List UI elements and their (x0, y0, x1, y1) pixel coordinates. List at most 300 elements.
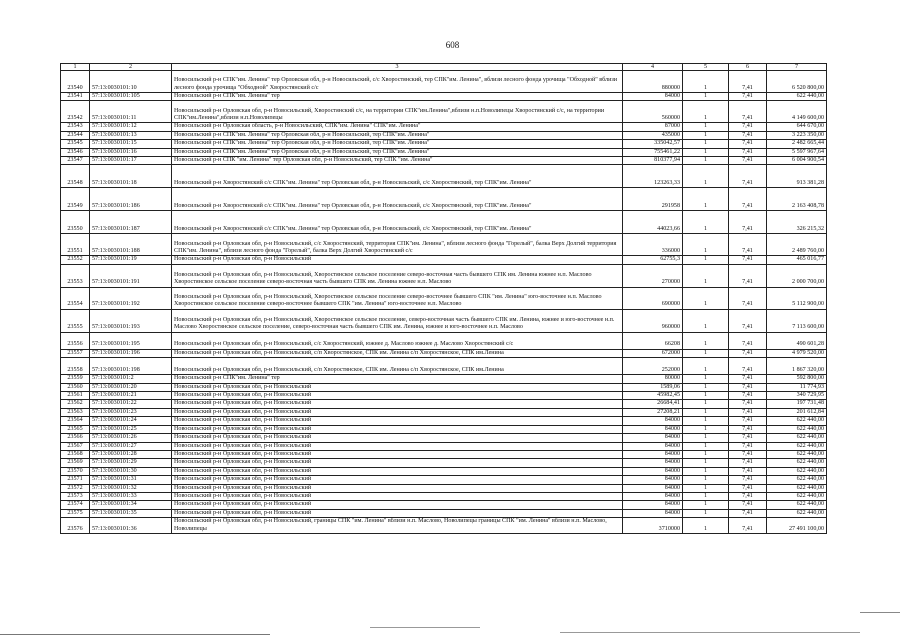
table-row (61, 287, 827, 309)
value-cell: 622 440,00 (767, 450, 827, 458)
area-cell: 880000 (623, 71, 683, 93)
area-cell: 27208,21 (623, 408, 683, 416)
value-cell: 340 729,95 (767, 392, 827, 400)
row-number-cell: 23559 (61, 375, 90, 383)
table-row (61, 476, 827, 484)
area-cell: 66208 (623, 332, 683, 349)
row-number-cell: 23567 (61, 442, 90, 450)
area-cell: 84000 (623, 501, 683, 509)
location-cell: Новосильский р-н Хворостянский с/с СПК"им. Ленина" тер Орловская обл, р-н Новосильский, с/с Хворостянский, тер СПК"им. Ленина" (172, 165, 623, 188)
row-number-cell: 23556 (61, 332, 90, 349)
value-cell: 622 440,00 (767, 476, 827, 484)
area-cell: 123263,33 (623, 165, 683, 188)
location-cell: Новосильский р-н Орловская обл, р-н Новосильский (172, 256, 623, 264)
table-row (61, 509, 827, 517)
area-cell: 810377,94 (623, 157, 683, 165)
row-number-cell: 23550 (61, 211, 90, 234)
row-number-cell: 23545 (61, 140, 90, 148)
rate-cell: 7,41 (729, 400, 767, 408)
table-row (61, 264, 827, 287)
column-number: 2 (90, 64, 172, 71)
value-cell: 644 670,00 (767, 123, 827, 131)
table-row (61, 417, 827, 425)
value-cell: 2 163 408,78 (767, 188, 827, 211)
area-cell: 755461,22 (623, 148, 683, 156)
row-number-cell: 23575 (61, 509, 90, 517)
value-cell: 4 149 600,00 (767, 101, 827, 123)
location-cell: Новосильский р-н Орловская обл, р-н Новосильский, с/с Хворостянский, территория СПК"им. Ленина", вблизи лесного фонда "Горелый", балка Верх Долгий территория СПК"им. Ленина", вблизи лесного фонда "Горелый", балка Верх Долгий Хворостянский с/с (172, 234, 623, 256)
value-cell: 622 440,00 (767, 93, 827, 101)
row-number-cell: 23568 (61, 450, 90, 458)
coefficient-cell: 1 (683, 211, 729, 234)
value-cell: 1 867 320,00 (767, 358, 827, 375)
row-number-cell: 23562 (61, 400, 90, 408)
rate-cell: 7,41 (729, 442, 767, 450)
area-cell: 291958 (623, 188, 683, 211)
rate-cell: 7,41 (729, 148, 767, 156)
rate-cell: 7,41 (729, 434, 767, 442)
location-cell: Новосильский р-н Орловская обл, р-н Новосильский (172, 509, 623, 517)
cadastral-number-cell: 57:13:0030101:16 (90, 148, 172, 156)
row-number-cell: 23571 (61, 476, 90, 484)
value-cell: 622 440,00 (767, 501, 827, 509)
coefficient-cell: 1 (683, 287, 729, 309)
row-number-cell: 23542 (61, 101, 90, 123)
location-cell: Новосильский р-н СПК"им. Ленина" тер Орловская обл, р-н Новосильский, с/с Хворостянский, тер СПК"им. Ленина", вблизи лесного фонда урочища "Обходной" вблизи лесного фонда урочища "Обходной" Хворостянский с/с (172, 71, 623, 93)
bottom-rule (370, 627, 480, 628)
coefficient-cell: 1 (683, 476, 729, 484)
table-row (61, 349, 827, 357)
coefficient-cell: 1 (683, 131, 729, 139)
row-number-cell: 23547 (61, 157, 90, 165)
location-cell: Новосильский р-н Орловская обл, р-н Новосильский, с/с Хворостянский, южнее д. Маслово южнее д. Маслово Хворостянский с/с (172, 332, 623, 349)
value-cell: 6 004 900,54 (767, 157, 827, 165)
location-cell: Новосильский р-н Орловская обл, р-н Новосильский, Хворостянское сельское поселение, северо-восточная часть бывшего СПК им. Ленина, южнее и юго-восточнее н.п. Маслово Хворостянское сельское поселение, северо-восточная часть бывшего СПК им. Ленина, южнее и юго-восточнее н.п. Маслово (172, 309, 623, 332)
value-cell: 622 440,00 (767, 459, 827, 467)
rate-cell: 7,41 (729, 165, 767, 188)
cadastral-number-cell: 57:13:0030101:195 (90, 332, 172, 349)
coefficient-cell: 1 (683, 358, 729, 375)
coefficient-cell: 1 (683, 450, 729, 458)
coefficient-cell: 1 (683, 492, 729, 500)
coefficient-cell: 1 (683, 123, 729, 131)
rate-cell: 7,41 (729, 101, 767, 123)
area-cell: 84000 (623, 459, 683, 467)
rate-cell: 7,41 (729, 332, 767, 349)
value-cell: 5 597 967,64 (767, 148, 827, 156)
rate-cell: 7,41 (729, 93, 767, 101)
coefficient-cell: 1 (683, 93, 729, 101)
location-cell: Новосильский р-н Орловская обл, р-н Новосильский (172, 417, 623, 425)
column-number: 3 (172, 64, 623, 71)
value-cell: 592 800,00 (767, 375, 827, 383)
area-cell: 435000 (623, 131, 683, 139)
table-row (61, 71, 827, 93)
rate-cell: 7,41 (729, 234, 767, 256)
rate-cell: 7,41 (729, 459, 767, 467)
cadastral-number-cell: 57:13:0030101:15 (90, 140, 172, 148)
table-row (61, 375, 827, 383)
coefficient-cell: 1 (683, 71, 729, 93)
rate-cell: 7,41 (729, 309, 767, 332)
area-cell: 84000 (623, 442, 683, 450)
row-number-cell: 23565 (61, 425, 90, 433)
cadastral-number-cell: 57:13:0030101:20 (90, 383, 172, 391)
coefficient-cell: 1 (683, 188, 729, 211)
row-number-cell: 23570 (61, 467, 90, 475)
cadastral-number-cell: 57:13:0030101:24 (90, 417, 172, 425)
rate-cell: 7,41 (729, 157, 767, 165)
rate-cell: 7,41 (729, 349, 767, 357)
row-number-cell: 23543 (61, 123, 90, 131)
row-number-cell: 23566 (61, 434, 90, 442)
table-row (61, 165, 827, 188)
location-cell: Новосильский р-н Хворостянский с/с СПК"им. Ленина" тер Орловская обл, р-н Новосильский, с/с Хворостянский, тер СПК"им. Ленина" (172, 188, 623, 211)
area-cell: 335042,57 (623, 140, 683, 148)
coefficient-cell: 1 (683, 349, 729, 357)
coefficient-cell: 1 (683, 165, 729, 188)
row-number-cell: 23574 (61, 501, 90, 509)
location-cell: Новосильский р-н Орловская обл, р-н Новосильский (172, 450, 623, 458)
table-row (61, 383, 827, 391)
cadastral-number-cell: 57:13:0030101:191 (90, 264, 172, 287)
rate-cell: 7,41 (729, 467, 767, 475)
rate-cell: 7,41 (729, 358, 767, 375)
area-cell: 87000 (623, 123, 683, 131)
coefficient-cell: 1 (683, 332, 729, 349)
location-cell: Новосильский р-н СПК"им. Ленина" тер (172, 93, 623, 101)
value-cell: 465 016,77 (767, 256, 827, 264)
coefficient-cell: 1 (683, 417, 729, 425)
cadastral-number-cell: 57:13:0030101:33 (90, 492, 172, 500)
location-cell: Новосильский р-н Орловская обл, р-н Новосильский, Хворостянское сельское поселение северо-восточная часть бывшего СПК им. Ленина южнее н.п. Маслово Хворостянское сельское поселение северо-восточная часть бывшего СПК им. Ленина южнее н.п. Маслово (172, 264, 623, 287)
location-cell: Новосильский р-н Орловская обл, р-н Новосильский (172, 501, 623, 509)
rate-cell: 7,41 (729, 71, 767, 93)
rate-cell: 7,41 (729, 140, 767, 148)
rate-cell: 7,41 (729, 408, 767, 416)
cadastral-number-cell: 57:13:0030101:29 (90, 459, 172, 467)
location-cell: Новосильский р-н Орловская обл, р-н Новосильский (172, 459, 623, 467)
cadastral-number-cell: 57:13:0030101:13 (90, 131, 172, 139)
location-cell: Новосильский р-н СПК"им. Ленина" тер (172, 375, 623, 383)
coefficient-cell: 1 (683, 400, 729, 408)
bottom-rule (560, 632, 860, 633)
cadastral-number-cell: 57:13:0030101:32 (90, 484, 172, 492)
table-row (61, 408, 827, 416)
table-row (61, 140, 827, 148)
cadastral-number-cell: 57:13:0030101:193 (90, 309, 172, 332)
area-cell: 1589,06 (623, 383, 683, 391)
table-row (61, 442, 827, 450)
coefficient-cell: 1 (683, 518, 729, 534)
table-row (61, 309, 827, 332)
page-number: 608 (445, 40, 460, 50)
table-row (61, 131, 827, 139)
value-cell: 197 731,48 (767, 400, 827, 408)
row-number-cell: 23551 (61, 234, 90, 256)
rate-cell: 7,41 (729, 264, 767, 287)
column-number: 6 (729, 64, 767, 71)
table-row (61, 256, 827, 264)
land-plot-table (60, 63, 827, 534)
value-cell: 622 440,00 (767, 425, 827, 433)
rate-cell: 7,41 (729, 256, 767, 264)
area-cell: 84000 (623, 509, 683, 517)
rate-cell: 7,41 (729, 425, 767, 433)
value-cell: 27 491 100,00 (767, 518, 827, 534)
rate-cell: 7,41 (729, 123, 767, 131)
location-cell: Новосильский р-н Орловская область, р-н Новосильский, СПК"им. Ленина" СПК"им. Ленина" (172, 123, 623, 131)
table-row (61, 484, 827, 492)
location-cell: Новосильский р-н Орловская обл, р-н Новосильский (172, 434, 623, 442)
coefficient-cell: 1 (683, 392, 729, 400)
coefficient-cell: 1 (683, 484, 729, 492)
table-row (61, 148, 827, 156)
table-body (61, 71, 827, 534)
location-cell: Новосильский р-н Орловская обл, р-н Новосильский (172, 408, 623, 416)
area-cell: 84000 (623, 93, 683, 101)
table-row (61, 157, 827, 165)
cadastral-number-cell: 57:13:0030101:27 (90, 442, 172, 450)
row-number-cell: 23557 (61, 349, 90, 357)
location-cell: Новосильский р-н Орловская обл, р-н Новосильский (172, 425, 623, 433)
table-row (61, 492, 827, 500)
cadastral-number-cell: 57:13:0030101:36 (90, 518, 172, 534)
value-cell: 913 381,28 (767, 165, 827, 188)
location-cell: Новосильский р-н Орловская обл, р-н Новосильский, Хворостянский с/с, на территории СПК"им.Ленина",вблизи н.п.Новолипецы Хворостянский с/с, на территории СПК"им.Ленина",вблизи н.п.Новолипецы (172, 101, 623, 123)
coefficient-cell: 1 (683, 442, 729, 450)
coefficient-cell: 1 (683, 157, 729, 165)
area-cell: 84000 (623, 484, 683, 492)
rate-cell: 7,41 (729, 211, 767, 234)
location-cell: Новосильский р-н Орловская обл, р-н Новосильский (172, 492, 623, 500)
area-cell: 84000 (623, 476, 683, 484)
table-row (61, 211, 827, 234)
value-cell: 622 440,00 (767, 509, 827, 517)
row-number-cell: 23544 (61, 131, 90, 139)
row-number-cell: 23558 (61, 358, 90, 375)
rate-cell: 7,41 (729, 501, 767, 509)
cadastral-number-cell: 57:13:0030101:105 (90, 93, 172, 101)
area-cell: 80000 (623, 375, 683, 383)
area-cell: 672000 (623, 349, 683, 357)
cadastral-number-cell: 57:13:0030101:34 (90, 501, 172, 509)
value-cell: 622 440,00 (767, 434, 827, 442)
value-cell: 201 612,84 (767, 408, 827, 416)
column-number-row (61, 64, 827, 71)
cadastral-number-cell: 57:13:0030101:11 (90, 101, 172, 123)
location-cell: Новосильский р-н Орловская обл, р-н Новосильский, с/п Хворостянское, СПК им. Ленина с/п Хворостянское, СПК им.Ленина (172, 349, 623, 357)
area-cell: 44023,66 (623, 211, 683, 234)
area-cell: 84000 (623, 467, 683, 475)
area-cell: 26684,41 (623, 400, 683, 408)
table-row (61, 425, 827, 433)
location-cell: Новосильский р-н Орловская обл, р-н Новосильский (172, 484, 623, 492)
bottom-rule (0, 634, 270, 635)
column-number: 1 (61, 64, 90, 71)
table-row (61, 434, 827, 442)
row-number-cell: 23548 (61, 165, 90, 188)
area-cell: 3710000 (623, 518, 683, 534)
column-number: 5 (683, 64, 729, 71)
row-number-cell: 23546 (61, 148, 90, 156)
row-number-cell: 23563 (61, 408, 90, 416)
area-cell: 45982,45 (623, 392, 683, 400)
rate-cell: 7,41 (729, 450, 767, 458)
row-number-cell: 23573 (61, 492, 90, 500)
value-cell: 622 440,00 (767, 492, 827, 500)
location-cell: Новосильский р-н Орловская обл, р-н Новосильский, границы СПК "им. Ленина" вблизи н.п. Маслово, Новолипецы границы СПК "им. Ленина" вблизи н.п. Маслово, Новолипецы (172, 518, 623, 534)
area-cell: 84000 (623, 425, 683, 433)
table-row (61, 501, 827, 509)
table-row (61, 467, 827, 475)
rate-cell: 7,41 (729, 392, 767, 400)
coefficient-cell: 1 (683, 434, 729, 442)
value-cell: 326 215,32 (767, 211, 827, 234)
cadastral-number-cell: 57:13:0030101:26 (90, 434, 172, 442)
row-number-cell: 23554 (61, 287, 90, 309)
table-row (61, 392, 827, 400)
row-number-cell: 23541 (61, 93, 90, 101)
bottom-rule (860, 612, 900, 613)
table-row (61, 459, 827, 467)
cadastral-number-cell: 57:13:0030101:192 (90, 287, 172, 309)
area-cell: 84000 (623, 492, 683, 500)
table-row (61, 358, 827, 375)
rate-cell: 7,41 (729, 509, 767, 517)
cadastral-number-cell: 57:13:0030101:22 (90, 400, 172, 408)
location-cell: Новосильский р-н СПК "им. Ленина" тер Орловская обл, р-н Новосильский, тер СПК "им. Ленина" (172, 157, 623, 165)
coefficient-cell: 1 (683, 140, 729, 148)
cadastral-number-cell: 57:13:0030101:186 (90, 188, 172, 211)
rate-cell: 7,41 (729, 383, 767, 391)
area-cell: 84000 (623, 417, 683, 425)
value-cell: 11 774,93 (767, 383, 827, 391)
value-cell: 490 601,28 (767, 332, 827, 349)
area-cell: 690000 (623, 287, 683, 309)
cadastral-number-cell: 57:13:0030101:18 (90, 165, 172, 188)
location-cell: Новосильский р-н Орловская обл, р-н Новосильский (172, 476, 623, 484)
row-number-cell: 23549 (61, 188, 90, 211)
area-cell: 336000 (623, 234, 683, 256)
rate-cell: 7,41 (729, 287, 767, 309)
coefficient-cell: 1 (683, 459, 729, 467)
cadastral-number-cell: 57:13:0030101:2 (90, 375, 172, 383)
table-row (61, 234, 827, 256)
column-number: 7 (767, 64, 827, 71)
area-cell: 84000 (623, 450, 683, 458)
location-cell: Новосильский р-н СПК"им. Ленина" тер Орловская обл, р-н Новосильский, тер СПК"им. Ленина" (172, 131, 623, 139)
coefficient-cell: 1 (683, 309, 729, 332)
location-cell: Новосильский р-н Орловская обл, р-н Новосильский, с/п Хворостянское, СПК им. Ленина с/п Хворостянское, СПК им.Ленина (172, 358, 623, 375)
cadastral-number-cell: 57:13:0030101:31 (90, 476, 172, 484)
rate-cell: 7,41 (729, 476, 767, 484)
value-cell: 622 440,00 (767, 484, 827, 492)
row-number-cell: 23569 (61, 459, 90, 467)
coefficient-cell: 1 (683, 383, 729, 391)
value-cell: 3 223 350,00 (767, 131, 827, 139)
area-cell: 252000 (623, 358, 683, 375)
row-number-cell: 23561 (61, 392, 90, 400)
coefficient-cell: 1 (683, 375, 729, 383)
row-number-cell: 23576 (61, 518, 90, 534)
rate-cell: 7,41 (729, 375, 767, 383)
cadastral-number-cell: 57:13:0030101:30 (90, 467, 172, 475)
cadastral-number-cell: 57:13:0030101:17 (90, 157, 172, 165)
rate-cell: 7,41 (729, 417, 767, 425)
rate-cell: 7,41 (729, 131, 767, 139)
row-number-cell: 23564 (61, 417, 90, 425)
coefficient-cell: 1 (683, 101, 729, 123)
rate-cell: 7,41 (729, 188, 767, 211)
table-row (61, 332, 827, 349)
table-row (61, 93, 827, 101)
value-cell: 2 000 700,00 (767, 264, 827, 287)
coefficient-cell: 1 (683, 425, 729, 433)
table-row (61, 400, 827, 408)
value-cell: 7 113 600,00 (767, 309, 827, 332)
area-cell: 62755,3 (623, 256, 683, 264)
value-cell: 2 489 760,00 (767, 234, 827, 256)
coefficient-cell: 1 (683, 509, 729, 517)
cadastral-number-cell: 57:13:0030101:196 (90, 349, 172, 357)
location-cell: Новосильский р-н СПК"им. Ленина" тер Орловская обл, р-н Новосильский, тер СПК"им. Ленина" (172, 140, 623, 148)
area-cell: 560000 (623, 101, 683, 123)
row-number-cell: 23540 (61, 71, 90, 93)
location-cell: Новосильский р-н Орловская обл, р-н Новосильский (172, 400, 623, 408)
cadastral-number-cell: 57:13:0030101:19 (90, 256, 172, 264)
value-cell: 622 440,00 (767, 417, 827, 425)
coefficient-cell: 1 (683, 264, 729, 287)
value-cell: 2 482 665,44 (767, 140, 827, 148)
location-cell: Новосильский р-н Хворостянский с/с СПК"им. Ленина" тер Орловская обл, р-н Новосильский, с/с Хворостянский, тер СПК"им. Ленина" (172, 211, 623, 234)
table-row (61, 188, 827, 211)
cadastral-number-cell: 57:13:0030101:35 (90, 509, 172, 517)
cadastral-number-cell: 57:13:0030101:12 (90, 123, 172, 131)
cadastral-number-cell: 57:13:0030101:23 (90, 408, 172, 416)
table-row (61, 123, 827, 131)
location-cell: Новосильский р-н Орловская обл, р-н Новосильский (172, 442, 623, 450)
value-cell: 6 520 800,00 (767, 71, 827, 93)
table-row (61, 101, 827, 123)
row-number-cell: 23552 (61, 256, 90, 264)
cadastral-number-cell: 57:13:0030101:187 (90, 211, 172, 234)
cadastral-number-cell: 57:13:0030101:21 (90, 392, 172, 400)
cadastral-number-cell: 57:13:0030101:25 (90, 425, 172, 433)
location-cell: Новосильский р-н Орловская обл, р-н Новосильский (172, 392, 623, 400)
row-number-cell: 23560 (61, 383, 90, 391)
coefficient-cell: 1 (683, 501, 729, 509)
rate-cell: 7,41 (729, 518, 767, 534)
row-number-cell: 23555 (61, 309, 90, 332)
cadastral-number-cell: 57:13:0030101:198 (90, 358, 172, 375)
column-number: 4 (623, 64, 683, 71)
value-cell: 5 112 900,00 (767, 287, 827, 309)
row-number-cell: 23572 (61, 484, 90, 492)
row-number-cell: 23553 (61, 264, 90, 287)
table-row (61, 518, 827, 534)
coefficient-cell: 1 (683, 408, 729, 416)
coefficient-cell: 1 (683, 256, 729, 264)
area-cell: 960000 (623, 309, 683, 332)
value-cell: 622 440,00 (767, 467, 827, 475)
location-cell: Новосильский р-н Орловская обл, р-н Новосильский, Хворостянское сельское поселение северо-восточнее бывшего СПК "им. Ленина" юго-восточнее н.п. Маслово Хворостянское сельское поселение северо-восточнее бывшего СПК "им. Ленина" юго-восточнее н.п. Маслово (172, 287, 623, 309)
area-cell: 84000 (623, 434, 683, 442)
location-cell: Новосильский р-н Орловская обл, р-н Новосильский (172, 383, 623, 391)
area-cell: 270000 (623, 264, 683, 287)
coefficient-cell: 1 (683, 467, 729, 475)
table-row (61, 450, 827, 458)
